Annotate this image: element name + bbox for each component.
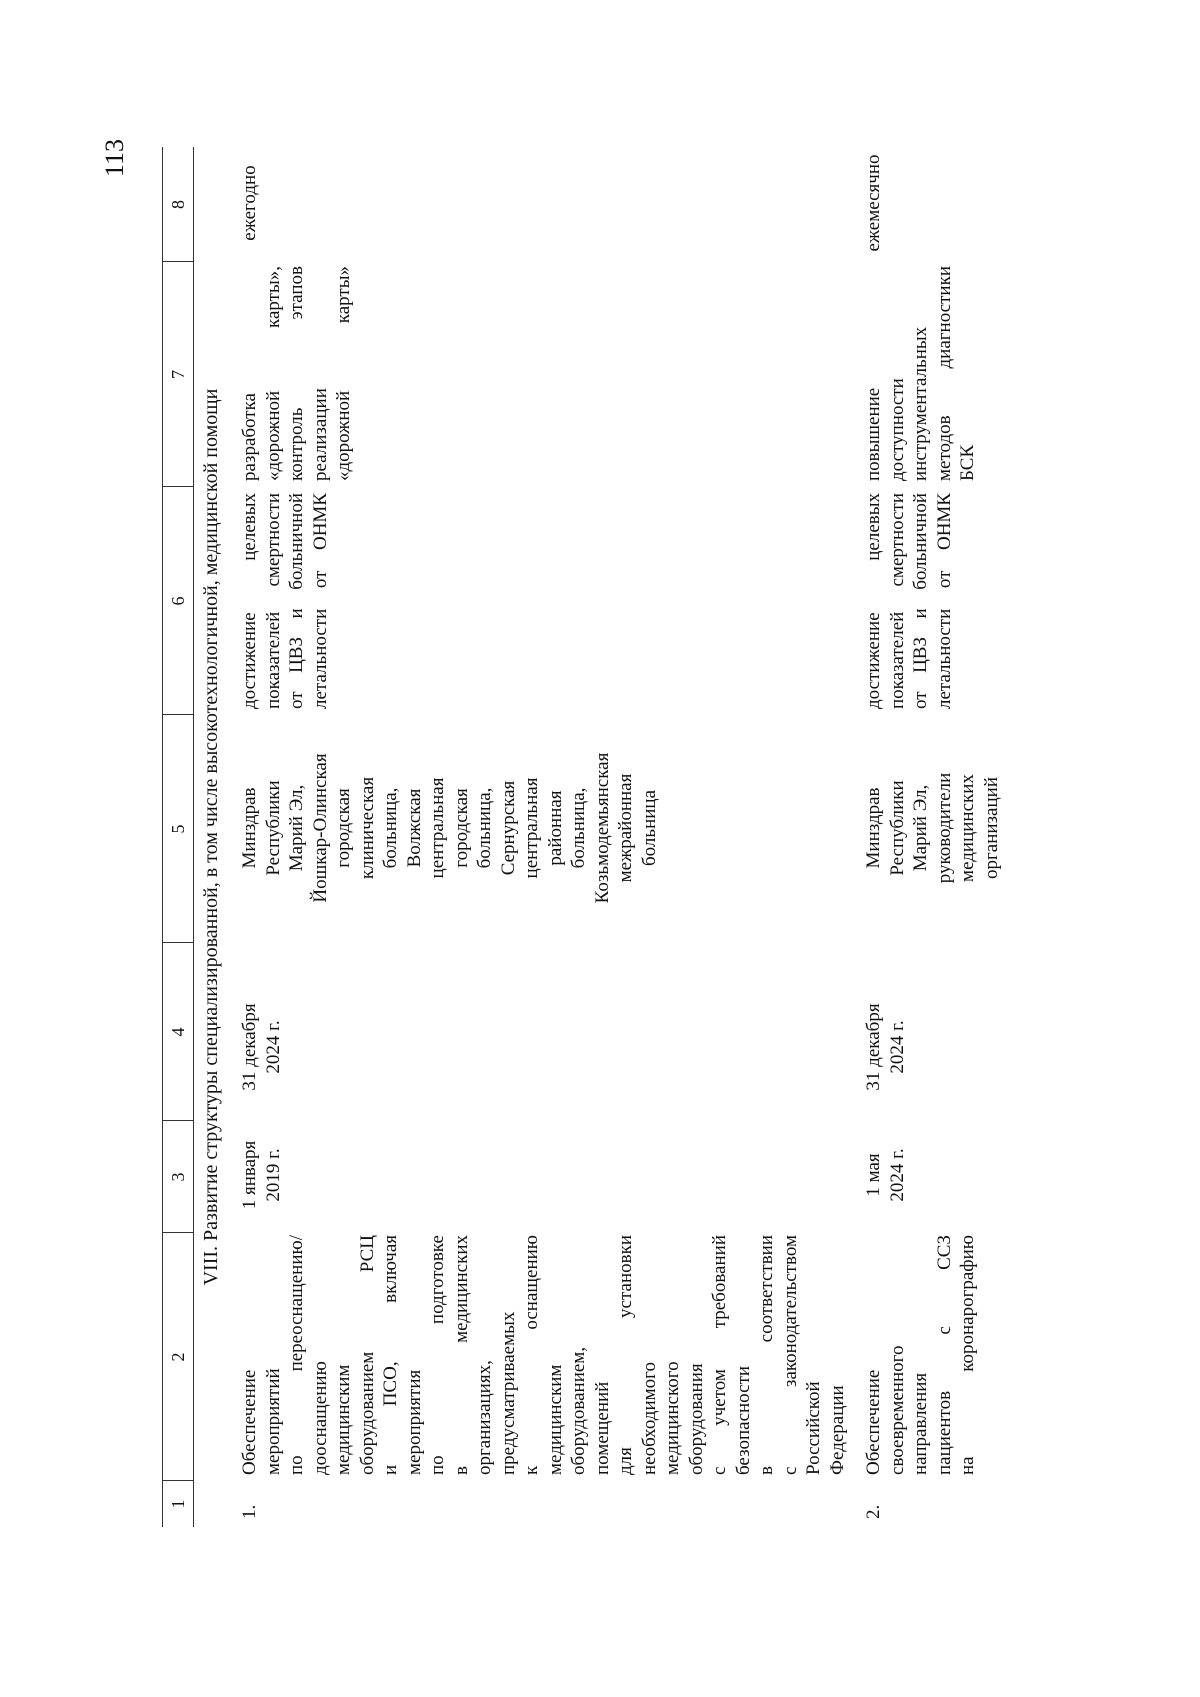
cell-line: оборудования	[685, 1363, 707, 1475]
cell-line: на коронарографию	[957, 1235, 978, 1475]
cell-line: больница	[638, 790, 660, 866]
cell-line: Минздрав	[863, 787, 884, 869]
end-date	[238, 977, 285, 1117]
cell-line: Волжская	[403, 788, 425, 868]
cell-line: мероприятия	[403, 1369, 425, 1475]
header-col-1: 1	[168, 1499, 188, 1509]
start-date	[238, 1123, 285, 1227]
cell-line: по подготовке	[427, 1235, 448, 1475]
cell-line: летальности от ОНМК	[933, 493, 955, 709]
cell-line: Республики	[886, 780, 908, 876]
cell-line: необходимого	[638, 1362, 660, 1475]
cell-line: клиническая	[356, 776, 378, 880]
cell-line: больница,	[568, 787, 589, 869]
cell-line: оборудованием,	[568, 1346, 589, 1475]
header-col-8: 8	[168, 200, 188, 209]
cell-line: и ПСО, включая	[380, 1235, 401, 1475]
cell-line: организаций	[980, 777, 1002, 880]
cell-line: 2024 г.	[886, 1020, 908, 1074]
cell-line: достижение целевых	[239, 493, 260, 709]
cell-line: «дорожной карты»	[333, 266, 354, 481]
start-date	[862, 1123, 909, 1227]
cell-line: безопасности	[732, 1365, 754, 1475]
column-header-row	[162, 147, 194, 1527]
indicator-text	[862, 493, 956, 709]
header-col-2: 2	[168, 1352, 188, 1362]
cell-line: Федерации	[826, 1385, 848, 1475]
cell-line: по переоснащению/	[286, 1235, 307, 1475]
cell-line: 1 января	[239, 1140, 260, 1210]
cell-line: показателей смертности	[886, 493, 908, 709]
cell-line: медицинским	[544, 1364, 566, 1475]
cell-line: центральная	[427, 777, 448, 879]
result-text	[862, 266, 980, 481]
cell-line: городская	[333, 788, 354, 868]
responsible-text	[238, 723, 661, 933]
period-text: ежегодно	[239, 165, 260, 241]
cell-line: от ЦВЗ и больничной	[286, 493, 307, 709]
cell-line: с законодательством	[779, 1235, 801, 1475]
cell-line: помещений	[591, 1381, 613, 1475]
cell-line: больница,	[380, 787, 401, 869]
cell-line: медицинских	[957, 774, 978, 882]
cell-line: медицинского	[662, 1361, 683, 1475]
responsible-text	[862, 723, 1003, 933]
row-number: 2.	[863, 1504, 884, 1519]
cell-line: реализации	[309, 388, 331, 481]
end-date	[862, 977, 909, 1117]
cell-line: городская	[450, 788, 472, 868]
landscape-table	[162, 147, 1022, 1527]
header-col-6: 6	[168, 596, 188, 606]
cell-line: контроль этапов	[286, 266, 307, 481]
cell-line: межрайонная	[615, 773, 636, 883]
cell-line: Марий Эл,	[910, 784, 931, 872]
cell-line: мероприятий	[262, 1368, 284, 1475]
cell-line: Козьмодемьянская	[591, 752, 613, 904]
page-number: 113	[100, 138, 129, 178]
cell-line: Республики	[262, 780, 284, 876]
cell-line: 31 декабря	[239, 1003, 260, 1091]
cell-line: районная	[544, 790, 566, 866]
header-col-4: 4	[168, 1027, 188, 1037]
header-col-3: 3	[168, 1172, 188, 1182]
cell-line: центральная	[521, 777, 542, 879]
cell-line: Йошкар-Олинская	[309, 753, 331, 903]
cell-line: направления	[910, 1372, 931, 1475]
cell-line: повышение	[863, 387, 884, 481]
cell-line: Обеспечение	[863, 1369, 884, 1475]
activity-text	[238, 1235, 849, 1475]
result-text	[238, 266, 356, 481]
cell-line: к оснащению	[521, 1235, 542, 1475]
cell-line: 2019 г.	[262, 1148, 284, 1202]
header-col-5: 5	[168, 824, 188, 834]
cell-line: в соответствии	[756, 1235, 777, 1475]
cell-line: дооснащению	[309, 1361, 331, 1475]
cell-line: Обеспечение	[239, 1369, 260, 1475]
section-title: VIII. Развитие структуры специализированной, в том числе высокотехнологичной, медицинской помощи	[200, 388, 222, 1286]
cell-line: организациях,	[474, 1360, 495, 1475]
cell-line: медицинским	[333, 1364, 354, 1475]
cell-line: от ЦВЗ и больничной	[910, 493, 931, 709]
cell-line: руководители	[933, 772, 955, 884]
cell-line: Российской	[803, 1381, 824, 1475]
cell-line: в медицинских	[450, 1235, 472, 1475]
cell-line: своевременного	[886, 1345, 908, 1475]
cell-line: показателей смертности	[262, 493, 284, 709]
activity-text	[862, 1235, 980, 1475]
cell-line: 2024 г.	[886, 1148, 908, 1202]
cell-line: 2024 г.	[262, 1020, 284, 1074]
cell-line: Сернурская	[497, 780, 519, 876]
cell-line: Минздрав	[239, 787, 260, 869]
cell-line: для установки	[615, 1235, 636, 1475]
cell-line: пациентов с ССЗ	[933, 1235, 955, 1475]
header-col-7: 7	[168, 370, 188, 379]
cell-line: с учетом требований	[709, 1235, 730, 1475]
cell-line: Марий Эл,	[286, 784, 307, 872]
cell-line: инструментальных	[910, 326, 931, 481]
cell-line: методов диагностики	[933, 266, 955, 481]
cell-line: «дорожной карты»,	[262, 266, 284, 481]
cell-line: разработка	[239, 393, 260, 481]
cell-line: достижение целевых	[863, 493, 884, 709]
cell-line: БСК	[957, 444, 978, 481]
cell-line: летальности от ОНМК	[309, 493, 331, 709]
cell-line: больница,	[474, 787, 495, 869]
period-text: ежемесячно	[863, 154, 884, 252]
cell-line: предусматриваемых	[497, 1311, 519, 1475]
cell-line: 1 мая	[863, 1153, 884, 1197]
cell-line: доступности	[886, 378, 908, 481]
cell-line: оборудованием РСЦ	[356, 1235, 378, 1475]
row-number: 1.	[239, 1504, 260, 1519]
indicator-text	[238, 493, 332, 709]
cell-line: 31 декабря	[863, 1003, 884, 1091]
